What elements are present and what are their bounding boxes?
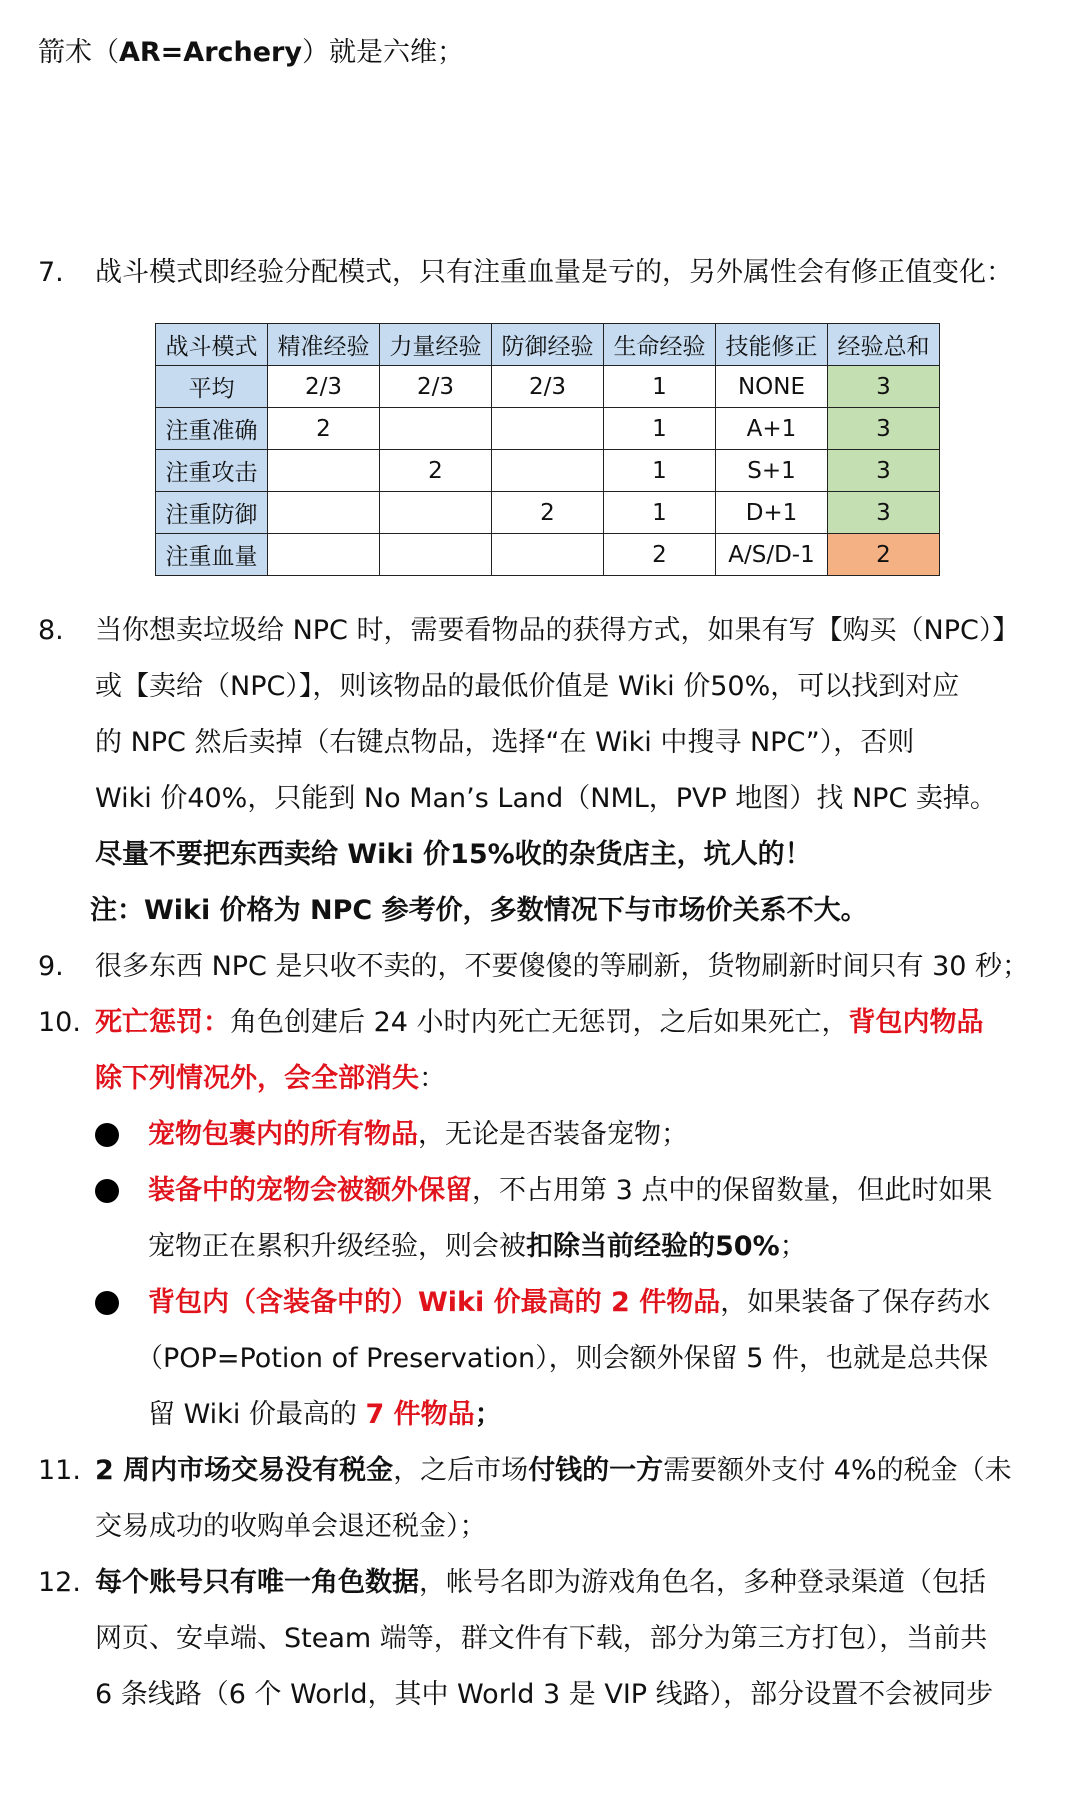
item-11-line-1 xyxy=(95,1443,1050,1499)
table-cell: 注重血量 xyxy=(156,534,268,576)
bullet-2-line-1 xyxy=(148,1163,1048,1219)
table-header-cell: 生命经验 xyxy=(604,324,716,366)
item-10-highlight-a: 背包内物品 xyxy=(848,1007,984,1038)
table-cell xyxy=(268,534,380,576)
table-row xyxy=(156,534,940,576)
table-cell xyxy=(268,450,380,492)
item-10-colon: ： xyxy=(419,1063,446,1094)
table-cell xyxy=(492,408,604,450)
item-10-line-2 xyxy=(95,1051,1050,1107)
table-cell xyxy=(380,492,492,534)
item-11-text-b: 需要额外支付 4%的税金（未 xyxy=(663,1455,1012,1486)
table-cell: 注重防御 xyxy=(156,492,268,534)
table-cell: 2 xyxy=(268,408,380,450)
bullet-1-highlight: 宠物包裹内的所有物品 xyxy=(148,1119,418,1150)
table-cell: 2/3 xyxy=(268,366,380,408)
item-8-line-4: Wiki 价40%，只能到 No Man’s Land（NML，PVP 地图）找 NPC 卖掉。 xyxy=(95,783,997,814)
table-header-cell: 力量经验 xyxy=(380,324,492,366)
item-12-text: ，帐号名即为游戏角色名，多种登录渠道（包括 xyxy=(419,1567,986,1598)
bullet-icon xyxy=(95,1123,119,1147)
table-cell: 2 xyxy=(380,450,492,492)
item-10-number: 10. xyxy=(38,1007,81,1038)
table-row xyxy=(156,492,940,534)
bullet-3-highlight: 背包内（含装备中的）Wiki 价最高的 2 件物品 xyxy=(148,1287,721,1318)
bullet-3-line-1 xyxy=(148,1275,1048,1331)
bullet-3-text: ，如果装备了保存药水 xyxy=(720,1287,991,1318)
table-header-cell: 精准经验 xyxy=(268,324,380,366)
item-9-number: 9. xyxy=(38,951,64,982)
item-11-text-a: ，之后市场 xyxy=(393,1455,529,1486)
bullet-2-text: ，不占用第 3 点中的保留数量，但此时如果 xyxy=(472,1175,993,1206)
table-cell: 注重攻击 xyxy=(156,450,268,492)
battle-mode-table xyxy=(155,323,940,576)
item-9-text: 很多东西 NPC 是只收不卖的，不要傻傻的等刷新，货物刷新时间只有 30 秒； xyxy=(95,951,1030,982)
table-cell-total: 2 xyxy=(828,534,940,576)
table-header-row xyxy=(156,324,940,366)
item-11-number: 11. xyxy=(38,1455,81,1486)
death-penalty-label: 死亡惩罚： xyxy=(95,1007,230,1038)
table-header-cell: 技能修正 xyxy=(716,324,828,366)
table-header-cell: 经验总和 xyxy=(828,324,940,366)
bullet-2-bold: 扣除当前经验的50% xyxy=(526,1231,780,1262)
bullet-3-end: ； xyxy=(474,1399,502,1430)
item-10-line-1 xyxy=(95,995,1050,1051)
table-header-cell: 战斗模式 xyxy=(156,324,268,366)
table-row xyxy=(156,408,940,450)
table-cell: 1 xyxy=(604,366,716,408)
item-11-bold-a: 2 周内市场交易没有税金 xyxy=(95,1455,394,1486)
table-cell: 平均 xyxy=(156,366,268,408)
item-8-note: 注：Wiki 价格为 NPC 参考价，多数情况下与市场价关系不大。 xyxy=(90,895,868,926)
table-cell: 2 xyxy=(604,534,716,576)
table-cell: D+1 xyxy=(716,492,828,534)
table-cell xyxy=(380,534,492,576)
bullet-3-highlight-b: 7 件物品 xyxy=(365,1399,475,1430)
table-cell xyxy=(380,408,492,450)
item-8-warning: 尽量不要把东西卖给 Wiki 价15%收的杂货店主，坑人的！ xyxy=(95,839,812,870)
table-row xyxy=(156,450,940,492)
table-cell: 2/3 xyxy=(492,366,604,408)
bullet-2-highlight: 装备中的宠物会被额外保留 xyxy=(148,1175,472,1206)
item-10-text-a: 角色创建后 24 小时内死亡无惩罚，之后如果死亡， xyxy=(230,1007,849,1038)
table-cell xyxy=(492,534,604,576)
item-8-line-3: 的 NPC 然后卖掉（右键点物品，选择“在 Wiki 中搜寻 NPC”），否则 xyxy=(95,727,915,758)
item-12-line-3: 6 条线路（6 个 World，其中 World 3 是 VIP 线路），部分设置不会被同步 xyxy=(95,1679,994,1710)
item-12-line-2: 网页、安卓端、Steam 端等，群文件有下载，部分为第三方打包），当前共 xyxy=(95,1623,988,1654)
table-cell: S+1 xyxy=(716,450,828,492)
table-cell: NONE xyxy=(716,366,828,408)
table-cell: 2/3 xyxy=(380,366,492,408)
bullet-3-line-2: （POP=Potion of Preservation），则会额外保留 5 件，也就是总共保 xyxy=(136,1343,988,1374)
bullet-2-end: ； xyxy=(779,1231,807,1262)
item-10-highlight-b: 除下列情况外，会全部消失 xyxy=(95,1063,419,1094)
table-cell-total: 3 xyxy=(828,450,940,492)
table-row xyxy=(156,366,940,408)
table-cell: 注重准确 xyxy=(156,408,268,450)
item-8-number: 8. xyxy=(38,615,64,646)
bullet-1-text: ，无论是否装备宠物； xyxy=(418,1119,688,1150)
table-cell-total: 3 xyxy=(828,366,940,408)
table-cell-total: 3 xyxy=(828,408,940,450)
table-cell xyxy=(268,492,380,534)
item-11-line-2: 交易成功的收购单会退还税金）； xyxy=(95,1511,487,1542)
intro-a: 箭术（ xyxy=(38,37,119,68)
table-cell: 2 xyxy=(492,492,604,534)
item-12-line-1 xyxy=(95,1555,1050,1611)
table-header-cell: 防御经验 xyxy=(492,324,604,366)
item-8-line-2: 或【卖给（NPC）】，则该物品的最低价值是 Wiki 价50%，可以找到对应 xyxy=(95,671,960,702)
item-7-number: 7. xyxy=(38,257,64,288)
bullet-icon xyxy=(95,1291,119,1315)
bullet-icon xyxy=(95,1179,119,1203)
intro-archery: AR=Archery xyxy=(119,37,302,68)
table-cell: 1 xyxy=(604,408,716,450)
bullet-2-line-2 xyxy=(148,1219,1048,1275)
table-cell: 1 xyxy=(604,492,716,534)
table-cell-total: 3 xyxy=(828,492,940,534)
item-12-number: 12. xyxy=(38,1567,81,1598)
item-8-line-1: 当你想卖垃圾给 NPC 时，需要看物品的获得方式，如果有写【购买（NPC）】 xyxy=(95,615,1020,646)
bullet-2-text-b: 宠物正在累积升级经验，则会被 xyxy=(148,1231,526,1262)
intro-line xyxy=(38,25,993,81)
table-cell: A/S/D-1 xyxy=(716,534,828,576)
bullet-1 xyxy=(148,1107,1048,1163)
item-11-bold-b: 付钱的一方 xyxy=(528,1455,664,1486)
table-cell: 1 xyxy=(604,450,716,492)
bullet-3-line-3 xyxy=(148,1387,1048,1443)
table-cell xyxy=(492,450,604,492)
table-cell: A+1 xyxy=(716,408,828,450)
item-12-bold: 每个账号只有唯一角色数据 xyxy=(95,1567,419,1598)
intro-c: ）就是六维； xyxy=(301,37,464,68)
bullet-3-text-b: 留 Wiki 价最高的 xyxy=(148,1399,366,1430)
item-7-text: 战斗模式即经验分配模式，只有注重血量是亏的，另外属性会有修正值变化： xyxy=(95,257,1013,288)
